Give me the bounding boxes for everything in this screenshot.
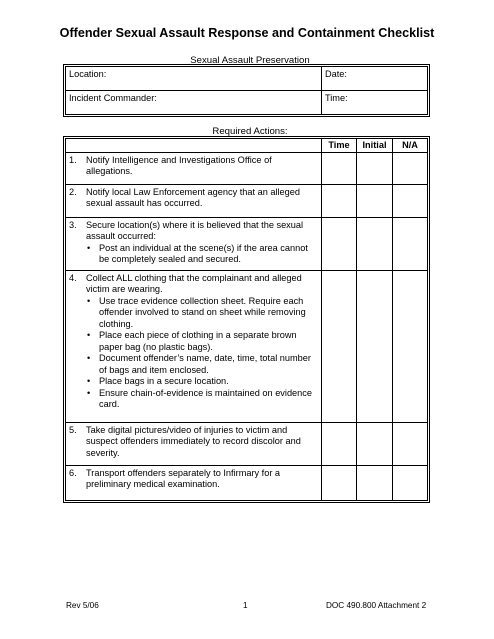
- header-blank-cell: [66, 139, 322, 153]
- table-row: [66, 270, 428, 422]
- na-cell[interactable]: [393, 422, 428, 465]
- initial-cell[interactable]: [357, 184, 393, 217]
- action-text-6: 6. Transport offenders separately to Infirmary for a preliminary medical examination.: [66, 465, 322, 500]
- location-label: Location:: [69, 69, 107, 79]
- time-cell[interactable]: [322, 184, 357, 217]
- action-text-2: 2. Notify local Law Enforcement agency that an alleged sexual assault has occurred.: [66, 184, 322, 217]
- time-cell[interactable]: [322, 270, 357, 422]
- time-cell[interactable]: [322, 465, 357, 500]
- initial-cell[interactable]: [357, 152, 393, 184]
- page-title: Offender Sexual Assault Response and Containment Checklist: [59, 26, 435, 40]
- time-label: Time:: [325, 93, 348, 103]
- table-header-row: [66, 139, 428, 153]
- footer-doc-id: DOC 490.800 Attachment 2: [326, 601, 427, 610]
- time-cell[interactable]: [322, 217, 357, 270]
- action-bullet: • Ensure chain-of-evidence is maintained on evidence card.: [99, 388, 318, 411]
- table-row: [66, 217, 428, 270]
- required-actions-table: [65, 138, 428, 501]
- action-bullet: • Document offender’s name, date, time, total number of bags and item enclosed.: [99, 353, 318, 376]
- time-cell[interactable]: [322, 152, 357, 184]
- incident-commander-field[interactable]: [66, 91, 322, 115]
- footer-page-number: 1: [243, 601, 248, 610]
- na-cell[interactable]: [393, 465, 428, 500]
- action-text-4: 4. Collect ALL clothing that the complainant and alleged victim are wearing. • Use trace evidence collection sheet. Require each offender involved to stand on sheet while removing clothing. • Place each piece of clothing in a separate brown paper bag (no plastic bags). • Document offender’s name, date, time, total number of bags and item enclosed. • Place bags in a secure location. • Ensure chain-of-evidence is maintained on evidence card.: [66, 270, 322, 422]
- initial-cell[interactable]: [357, 422, 393, 465]
- table-row: [66, 422, 428, 465]
- location-field[interactable]: [66, 67, 322, 91]
- preservation-info-table: [65, 66, 428, 115]
- col-header-na: N/A: [393, 139, 428, 153]
- action-bullet: • Place bags in a secure location.: [99, 376, 318, 388]
- na-cell[interactable]: [393, 217, 428, 270]
- initial-cell[interactable]: [357, 217, 393, 270]
- action-text-3: 3. Secure location(s) where it is believed that the sexual assault occurred: • Post an individual at the scene(s) if the area cannot be completely sealed and secured.: [66, 217, 322, 270]
- table-row: [66, 152, 428, 184]
- na-cell[interactable]: [393, 184, 428, 217]
- col-header-initial: Initial: [357, 139, 393, 153]
- date-field[interactable]: [322, 67, 428, 91]
- action-text-5: 5. Take digital pictures/video of injuries to victim and suspect offenders immediately to record discolor and severity.: [66, 422, 322, 465]
- table-row: [66, 465, 428, 500]
- date-label: Date:: [325, 69, 347, 79]
- na-cell[interactable]: [393, 152, 428, 184]
- action-text-1: 1. Notify Intelligence and Investigations Office of allegations.: [66, 152, 322, 184]
- initial-cell[interactable]: [357, 270, 393, 422]
- time-cell[interactable]: [322, 422, 357, 465]
- na-cell[interactable]: [393, 270, 428, 422]
- action-bullet: • Place each piece of clothing in a separate brown paper bag (no plastic bags).: [99, 330, 318, 353]
- section-caption-preservation: Sexual Assault Preservation: [190, 55, 310, 66]
- incident-commander-label: Incident Commander:: [69, 93, 157, 103]
- action-bullet: • Post an individual at the scene(s) if the area cannot be completely sealed and secured.: [99, 243, 318, 266]
- col-header-time: Time: [322, 139, 357, 153]
- table-row: [66, 184, 428, 217]
- action-bullet: • Use trace evidence collection sheet. Require each offender involved to stand on sheet while removing clothing.: [99, 296, 318, 331]
- section-caption-required-actions: Required Actions:: [212, 126, 288, 137]
- footer-revision: Rev 5/06: [66, 601, 99, 610]
- initial-cell[interactable]: [357, 465, 393, 500]
- time-field[interactable]: [322, 91, 428, 115]
